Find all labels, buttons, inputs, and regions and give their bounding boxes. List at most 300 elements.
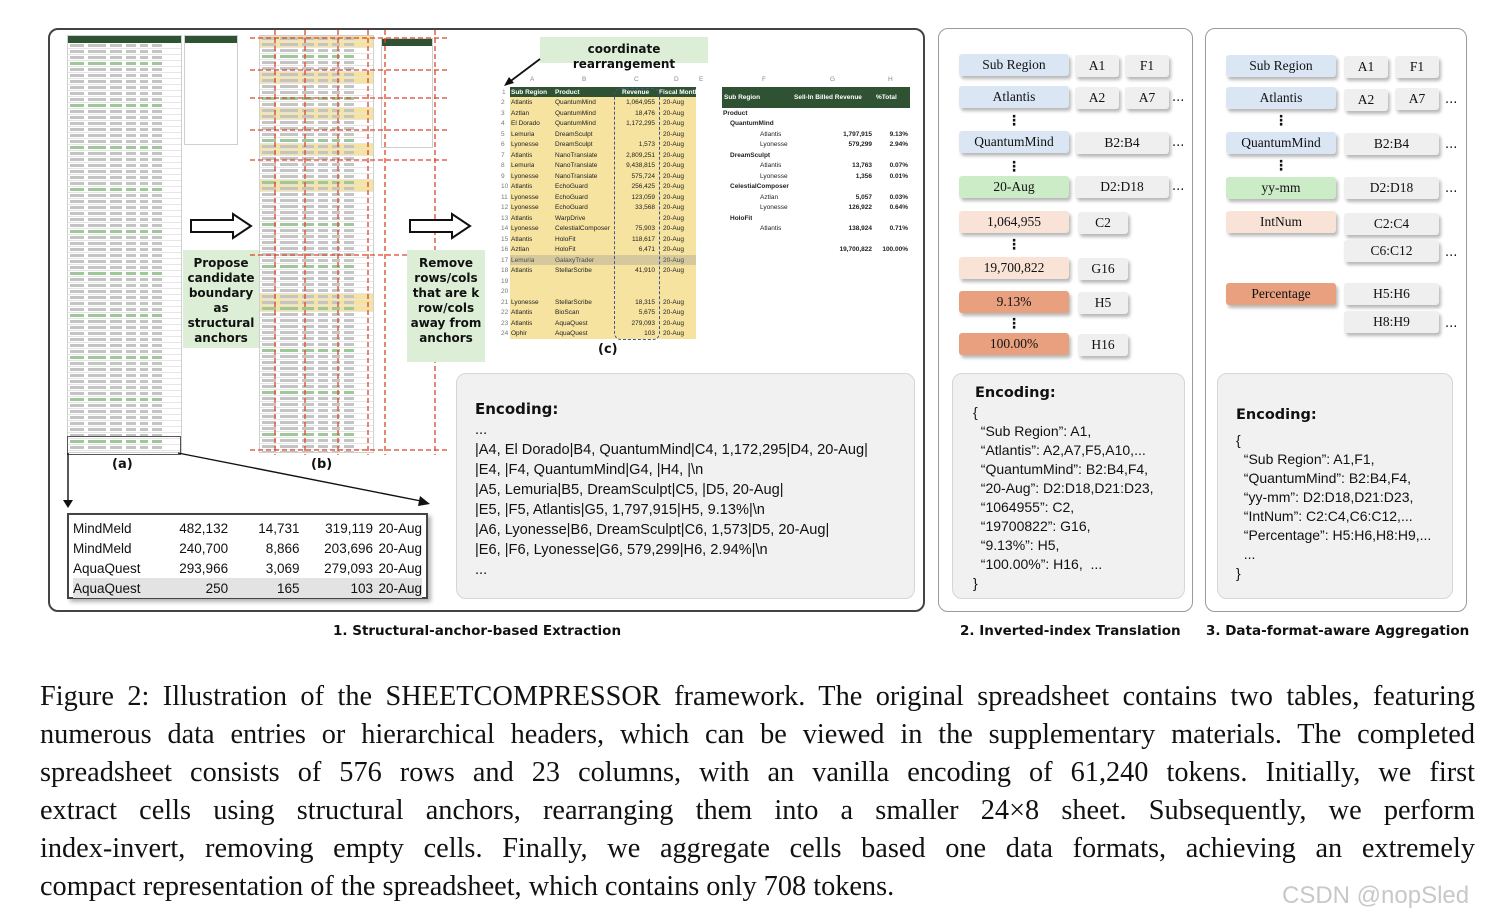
sheet-c-cell: 20-Aug	[663, 183, 684, 190]
sheet-c-cell: Atlantis	[511, 309, 533, 316]
thumbnail-cell	[110, 248, 122, 251]
thumbnail-cell	[126, 134, 136, 137]
thumbnail-cell	[110, 260, 122, 263]
thumbnail-cell	[88, 320, 106, 323]
thumbnail-cell	[88, 98, 106, 101]
thumbnail-cell	[140, 422, 148, 425]
thumbnail-cell	[70, 218, 84, 221]
thumbnail-cell	[140, 296, 148, 299]
thumbnail-cell	[70, 110, 84, 113]
pivot-cell: Atlantis	[760, 162, 782, 169]
thumbnail-cell	[70, 392, 84, 395]
thumbnail-cell	[70, 62, 84, 65]
thumbnail-cell	[70, 278, 84, 281]
value-pill-20-aug: 20-Aug	[959, 176, 1069, 198]
sheet-c-cell: BioScan	[555, 309, 580, 316]
sheet-c-cell: StellarScribe	[555, 298, 592, 306]
sheet-a-side-header	[185, 36, 237, 43]
thumbnail-cell	[140, 188, 148, 191]
row-number: 19	[501, 277, 509, 285]
thumbnail-cell	[70, 230, 84, 233]
sheet-c-cell: 1,573	[638, 141, 655, 148]
thumbnail-cell	[126, 218, 136, 221]
thumbnail-cell	[88, 116, 106, 119]
thumbnail-cell	[88, 44, 106, 47]
thumbnail-cell	[70, 380, 84, 383]
thumbnail-cell	[126, 320, 136, 323]
thumbnail-cell	[152, 80, 162, 83]
thumbnail-cell	[110, 356, 122, 359]
thumbnail-cell	[126, 326, 136, 329]
thumbnail-cell	[70, 302, 84, 305]
thumbnail-cell	[88, 80, 106, 83]
pivot-cell: 9.13%	[889, 130, 908, 138]
table-cell: 165	[276, 580, 300, 596]
thumbnail-cell	[140, 302, 148, 305]
thumbnail-cell	[126, 176, 136, 179]
sheet-c-cell: 75,903	[635, 225, 655, 232]
propose-anchors-text: Propose candidate boundary as structural anchors	[187, 256, 255, 345]
thumbnail-cell	[152, 188, 162, 191]
thumbnail-cell	[110, 224, 122, 227]
thumbnail-cell	[88, 212, 106, 215]
row-number: 17	[501, 256, 509, 264]
sheet-c-cell: 20-Aug	[663, 120, 684, 127]
column-letter: C	[634, 76, 639, 83]
thumbnail-cell	[110, 374, 122, 377]
ref-pill-b2b4: B2:B4	[1344, 133, 1439, 155]
sheet-c-cell: 20-Aug	[663, 298, 684, 306]
thumbnail-cell	[88, 308, 106, 311]
thumbnail-cell	[70, 128, 84, 131]
table-cell: 20-Aug	[378, 540, 422, 556]
column-letter: A	[530, 76, 535, 83]
thumbnail-cell	[110, 152, 122, 155]
table-cell: 482,132	[179, 520, 229, 536]
thumbnail-cell	[126, 356, 136, 359]
value-pill-atlantis: Atlantis	[1226, 87, 1336, 109]
ellipsis: ...	[1445, 245, 1458, 260]
thumbnail-cell	[70, 146, 84, 149]
sheet-c-cell: Atlantis	[511, 267, 533, 274]
pivot-header-cell: %Total	[876, 93, 897, 101]
thumbnail-cell	[152, 104, 162, 107]
thumbnail-cell	[70, 104, 84, 107]
row-number: 16	[501, 246, 509, 253]
thumbnail-cell	[110, 410, 122, 413]
thumbnail-cell	[126, 140, 136, 143]
thumbnail-cell	[140, 308, 148, 311]
thumbnail-cell	[152, 350, 162, 353]
label-c: (c)	[598, 342, 618, 357]
thumbnail-cell	[110, 338, 122, 341]
pivot-cell: 126,922	[848, 204, 872, 211]
sheet-c-cell: 20-Aug	[663, 267, 684, 274]
thumbnail-cell	[152, 398, 162, 401]
thumbnail-cell	[110, 344, 122, 347]
thumbnail-cell	[70, 74, 84, 77]
row-number: 4	[501, 120, 505, 127]
thumbnail-cell	[110, 428, 122, 431]
thumbnail-cell	[152, 296, 162, 299]
ref-pill-h16: H16	[1078, 334, 1128, 356]
sheet-c-cell: Atlantis	[511, 99, 533, 106]
sheet-c-cell: 20-Aug	[663, 109, 684, 117]
ref-pill-c2: C2	[1078, 212, 1128, 234]
thumbnail-cell	[88, 188, 106, 191]
thumbnail-cell	[152, 122, 162, 125]
row-number: 24	[501, 330, 509, 337]
thumbnail-cell	[140, 62, 148, 65]
thumbnail-cell	[110, 62, 122, 65]
thumbnail-cell	[110, 422, 122, 425]
row-number: 1	[502, 88, 506, 96]
thumbnail-cell	[126, 158, 136, 161]
row-number: 12	[501, 204, 509, 211]
thumbnail-cell	[70, 212, 84, 215]
thumbnail-cell	[110, 392, 122, 395]
thumbnail-cell	[152, 230, 162, 233]
pivot-cell: Lyonesse	[760, 204, 788, 211]
sheet-c-cell: NanoTranslate	[555, 172, 598, 180]
pivot-cell: 1,797,915	[843, 130, 872, 138]
thumbnail-cell	[88, 398, 106, 401]
thumbnail-cell	[140, 140, 148, 143]
thumbnail-cell	[140, 74, 148, 77]
thumbnail-cell	[70, 44, 84, 47]
thumbnail-cell	[126, 284, 136, 287]
thumbnail-cell	[88, 380, 106, 383]
thumbnail-cell	[140, 86, 148, 89]
thumbnail-cell	[126, 164, 136, 167]
thumbnail-cell	[88, 194, 106, 197]
thumbnail-cell	[126, 398, 136, 401]
value-pill-quantummind: QuantumMind	[1226, 132, 1336, 154]
encoding-line: ...	[475, 422, 488, 438]
pivot-cell: 5,057	[855, 193, 872, 201]
thumbnail-cell	[70, 134, 84, 137]
caption-line: compact representation of the spreadsheet, which contains only 708 tokens.	[40, 871, 895, 902]
thumbnail-cell	[126, 338, 136, 341]
value-pill-quantummind: QuantumMind	[959, 131, 1069, 153]
thumbnail-cell	[140, 398, 148, 401]
ellipsis: ...	[1172, 135, 1185, 150]
thumbnail-cell	[152, 200, 162, 203]
thumbnail-cell	[140, 206, 148, 209]
thumbnail-cell	[126, 428, 136, 431]
sheet-c-cell: 20-Aug	[663, 141, 684, 148]
vertical-ellipsis: ⋮	[1274, 158, 1288, 174]
pivot-cell: 579,299	[848, 141, 872, 148]
sheet-c-cell: 575,724	[631, 172, 655, 180]
table-cell: MindMeld	[73, 540, 132, 556]
thumbnail-cell	[140, 362, 148, 365]
encoding-line: |A6, Lyonesse|B6, DreamSculpt|C6, 1,573|D5, 20-Aug|	[475, 522, 830, 538]
thumbnail-cell	[152, 194, 162, 197]
encoding-title-1: Encoding:	[475, 400, 559, 418]
thumbnail-cell	[110, 206, 122, 209]
thumbnail-cell	[110, 272, 122, 275]
column-letter: D	[674, 76, 679, 83]
ref-pill-f1: F1	[1125, 55, 1169, 77]
thumbnail-cell	[152, 368, 162, 371]
sheet-c-cell: EchoGuard	[555, 204, 588, 211]
thumbnail-cell	[126, 266, 136, 269]
thumbnail-cell	[152, 260, 162, 263]
thumbnail-cell	[110, 134, 122, 137]
thumbnail-cell	[88, 368, 106, 371]
thumbnail-cell	[88, 392, 106, 395]
thumbnail-cell	[126, 404, 136, 407]
encoding-line: ...	[475, 562, 488, 578]
thumbnail-cell	[152, 98, 162, 101]
sheet-c-header-cell: Fiscal Month	[659, 88, 699, 96]
thumbnail-cell	[110, 158, 122, 161]
thumbnail-cell	[126, 242, 136, 245]
propose-anchors-note	[183, 250, 259, 348]
thumbnail-cell	[88, 224, 106, 227]
thumbnail-cell	[88, 182, 106, 185]
thumbnail-cell	[152, 320, 162, 323]
row-number: 3	[501, 109, 505, 117]
thumbnail-cell	[140, 338, 148, 341]
sheet-c-cell: EchoGuard	[555, 193, 588, 201]
thumbnail-cell	[126, 68, 136, 71]
thumbnail-cell	[152, 314, 162, 317]
pivot-cell: Atlantis	[760, 225, 782, 232]
table-cell: 20-Aug	[378, 520, 422, 536]
thumbnail-cell	[70, 182, 84, 185]
thumbnail-cell	[110, 104, 122, 107]
sheet-c-cell: QuantumMind	[555, 99, 596, 106]
thumbnail-cell	[152, 140, 162, 143]
thumbnail-cell	[88, 332, 106, 335]
thumbnail-cell	[110, 194, 122, 197]
sheet-c-cell: 103	[644, 330, 655, 337]
thumbnail-cell	[70, 152, 84, 155]
thumbnail-cell	[110, 332, 122, 335]
pivot-cell: Product	[723, 109, 748, 117]
ellipsis: ...	[1445, 137, 1458, 152]
sheet-c-cell: 6,471	[638, 246, 655, 253]
thumbnail-cell	[88, 68, 106, 71]
zoom-table	[73, 518, 422, 598]
thumbnail-cell	[110, 386, 122, 389]
encoding-line: “100.00%”: H16, ...	[973, 556, 1103, 572]
table-row	[73, 518, 422, 538]
table-cell: 279,093	[324, 560, 373, 576]
table-cell: 103	[350, 580, 373, 596]
thumbnail-cell	[140, 368, 148, 371]
thumbnail-cell	[110, 278, 122, 281]
sheet-c-cell: Lyonesse	[511, 298, 539, 306]
ellipsis: ...	[1172, 90, 1185, 105]
encoding-line: |A4, El Dorado|B4, QuantumMind|C4, 1,172,295|D4, 20-Aug|	[475, 442, 868, 458]
pivot-cell: 19,700,822	[839, 246, 872, 253]
value-pill-1064955: 1,064,955	[959, 211, 1069, 233]
pivot-cell: Lyonesse	[760, 141, 788, 148]
thumbnail-cell	[88, 362, 106, 365]
thumbnail-cell	[88, 416, 106, 419]
table-cell: 250	[205, 580, 229, 596]
thumbnail-cell	[152, 206, 162, 209]
thumbnail-cell	[88, 170, 106, 173]
panel-1-label: 1. Structural-anchor-based Extraction	[333, 623, 622, 639]
thumbnail-cell	[152, 86, 162, 89]
thumbnail-cell	[126, 224, 136, 227]
encoding-line: “QuantumMind”: B2:B4,F4,	[973, 461, 1149, 477]
row-number: 7	[501, 151, 505, 159]
thumbnail-cell	[110, 56, 122, 59]
thumbnail-cell	[70, 92, 84, 95]
ref-pill-h5h6: H5:H6	[1344, 283, 1439, 305]
thumbnail-cell	[126, 368, 136, 371]
thumbnail-cell	[140, 428, 148, 431]
thumbnail-cell	[140, 284, 148, 287]
thumbnail-cell	[88, 356, 106, 359]
pivot-cell: HoloFit	[730, 214, 753, 222]
ref-pill-b2b4: B2:B4	[1075, 132, 1169, 154]
thumbnail-cell	[110, 146, 122, 149]
thumbnail-cell	[152, 68, 162, 71]
thumbnail-cell	[126, 128, 136, 131]
row-number: 22	[501, 309, 509, 316]
pivot-cell: QuantumMind	[730, 120, 774, 127]
thumbnail-cell	[110, 140, 122, 143]
sheet-c-cell: 18,315	[635, 298, 655, 306]
thumbnail-cell	[152, 248, 162, 251]
thumbnail-cell	[152, 356, 162, 359]
label-a: (a)	[112, 457, 133, 472]
thumbnail-cell	[126, 260, 136, 263]
sheet-thumbnail-a-side	[184, 35, 238, 145]
sheet-c-cell: 256,425	[631, 183, 655, 190]
thumbnail-cell	[88, 296, 106, 299]
pivot-header-cell: Sell-In Billed Revenue	[794, 93, 862, 101]
encoding-line: {	[1236, 432, 1241, 448]
pivot-header-cell: Sub Region	[724, 93, 761, 101]
sheet-c-cell: Atlantis	[511, 183, 533, 190]
thumbnail-cell	[110, 230, 122, 233]
thumbnail-cell	[152, 410, 162, 413]
thumbnail-cell	[140, 110, 148, 113]
caption-line: Figure 2: Illustration of the SHEETCOMPRESSOR framework. The original spreadsheet contains two tables, featuring	[40, 681, 1475, 712]
sheet-c-cell: 20-Aug	[663, 319, 684, 327]
thumbnail-cell	[140, 92, 148, 95]
thumbnail-cell	[70, 194, 84, 197]
thumbnail-cell	[140, 128, 148, 131]
thumbnail-cell	[140, 146, 148, 149]
thumbnail-cell	[152, 272, 162, 275]
sheet-c-cell: NanoTranslate	[555, 151, 598, 159]
ref-pill-a2: A2	[1344, 89, 1388, 111]
sheet-c-cell: 123,059	[631, 193, 655, 201]
thumbnail-cell	[126, 74, 136, 77]
pivot-cell: 13,763	[852, 162, 872, 169]
thumbnail-cell	[152, 290, 162, 293]
vertical-ellipsis: ⋮	[1274, 113, 1288, 129]
thumbnail-cell	[152, 362, 162, 365]
thumbnail-cell	[140, 164, 148, 167]
thumbnail-cell	[110, 302, 122, 305]
sheet-c-cell: 118,617	[631, 235, 655, 243]
vertical-ellipsis: ⋮	[1007, 159, 1021, 175]
thumbnail-cell	[140, 332, 148, 335]
thumbnail-cell	[126, 362, 136, 365]
column-letter: F	[762, 76, 766, 83]
value-pill-19700822: 19,700,822	[959, 257, 1069, 279]
thumbnail-cell	[110, 98, 122, 101]
sheet-c-cell: WarpDrive	[555, 214, 586, 222]
thumbnail-cell	[88, 56, 106, 59]
thumbnail-cell	[152, 254, 162, 257]
sheet-c-cell: Lyonesse	[511, 225, 539, 232]
thumbnail-cell	[152, 308, 162, 311]
sheet-c-cell: EchoGuard	[555, 183, 588, 190]
thumbnail-cell	[152, 110, 162, 113]
thumbnail-cell	[140, 176, 148, 179]
thumbnail-cell	[140, 416, 148, 419]
thumbnail-cell	[126, 278, 136, 281]
pivot-cell: 0.03%	[889, 193, 908, 201]
thumbnail-cell	[70, 68, 84, 71]
thumbnail-cell	[140, 50, 148, 53]
sheet-c-cell: HoloFit	[555, 246, 576, 253]
thumbnail-cell	[88, 92, 106, 95]
encoding-line: {	[973, 404, 978, 420]
pivot-cell: 0.01%	[889, 172, 908, 180]
thumbnail-cell	[88, 74, 106, 77]
thumbnail-cell	[110, 176, 122, 179]
thumbnail-cell	[70, 98, 84, 101]
thumbnail-cell	[140, 326, 148, 329]
caption-line: extract cells using structural anchors, rearranging them into a smaller 24×8 sheet. Subsequently, we perform	[40, 795, 1475, 826]
value-pill-9-13-percent: 9.13%	[959, 291, 1069, 313]
sheet-c-cell: 20-Aug	[663, 172, 684, 180]
thumbnail-cell	[70, 428, 84, 431]
sheet-c-cell: 279,093	[631, 319, 655, 327]
thumbnail-cell	[110, 326, 122, 329]
thumbnail-cell	[126, 416, 136, 419]
thumbnail-cell	[110, 110, 122, 113]
row-number: 15	[501, 235, 509, 243]
thumbnail-cell	[88, 62, 106, 65]
thumbnail-cell	[152, 266, 162, 269]
thumbnail-cell	[70, 248, 84, 251]
thumbnail-cell	[70, 398, 84, 401]
thumbnail-cell	[126, 296, 136, 299]
thumbnail-cell	[126, 92, 136, 95]
table-row	[73, 558, 422, 578]
pivot-cell: 0.64%	[889, 204, 908, 211]
thumbnail-cell	[70, 350, 84, 353]
caption-line: spreadsheet consists of 576 rows and 23 columns, with an vanilla encoding of 61,240 tokens. Initially, we first	[40, 757, 1475, 788]
thumbnail-cell	[126, 230, 136, 233]
thumbnail-cell	[70, 56, 84, 59]
pivot-cell: DreamSculpt	[730, 151, 771, 159]
vertical-ellipsis: ⋮	[1007, 113, 1021, 129]
thumbnail-cell	[152, 326, 162, 329]
thumbnail-cell	[110, 182, 122, 185]
thumbnail-cell	[140, 374, 148, 377]
ellipsis: ...	[1445, 92, 1458, 107]
table-cell: 203,696	[324, 540, 373, 556]
thumbnail-cell	[140, 182, 148, 185]
thumbnail-cell	[110, 314, 122, 317]
thumbnail-cell	[110, 416, 122, 419]
anchor-dashed-lines	[250, 30, 455, 460]
thumbnail-cell	[110, 398, 122, 401]
